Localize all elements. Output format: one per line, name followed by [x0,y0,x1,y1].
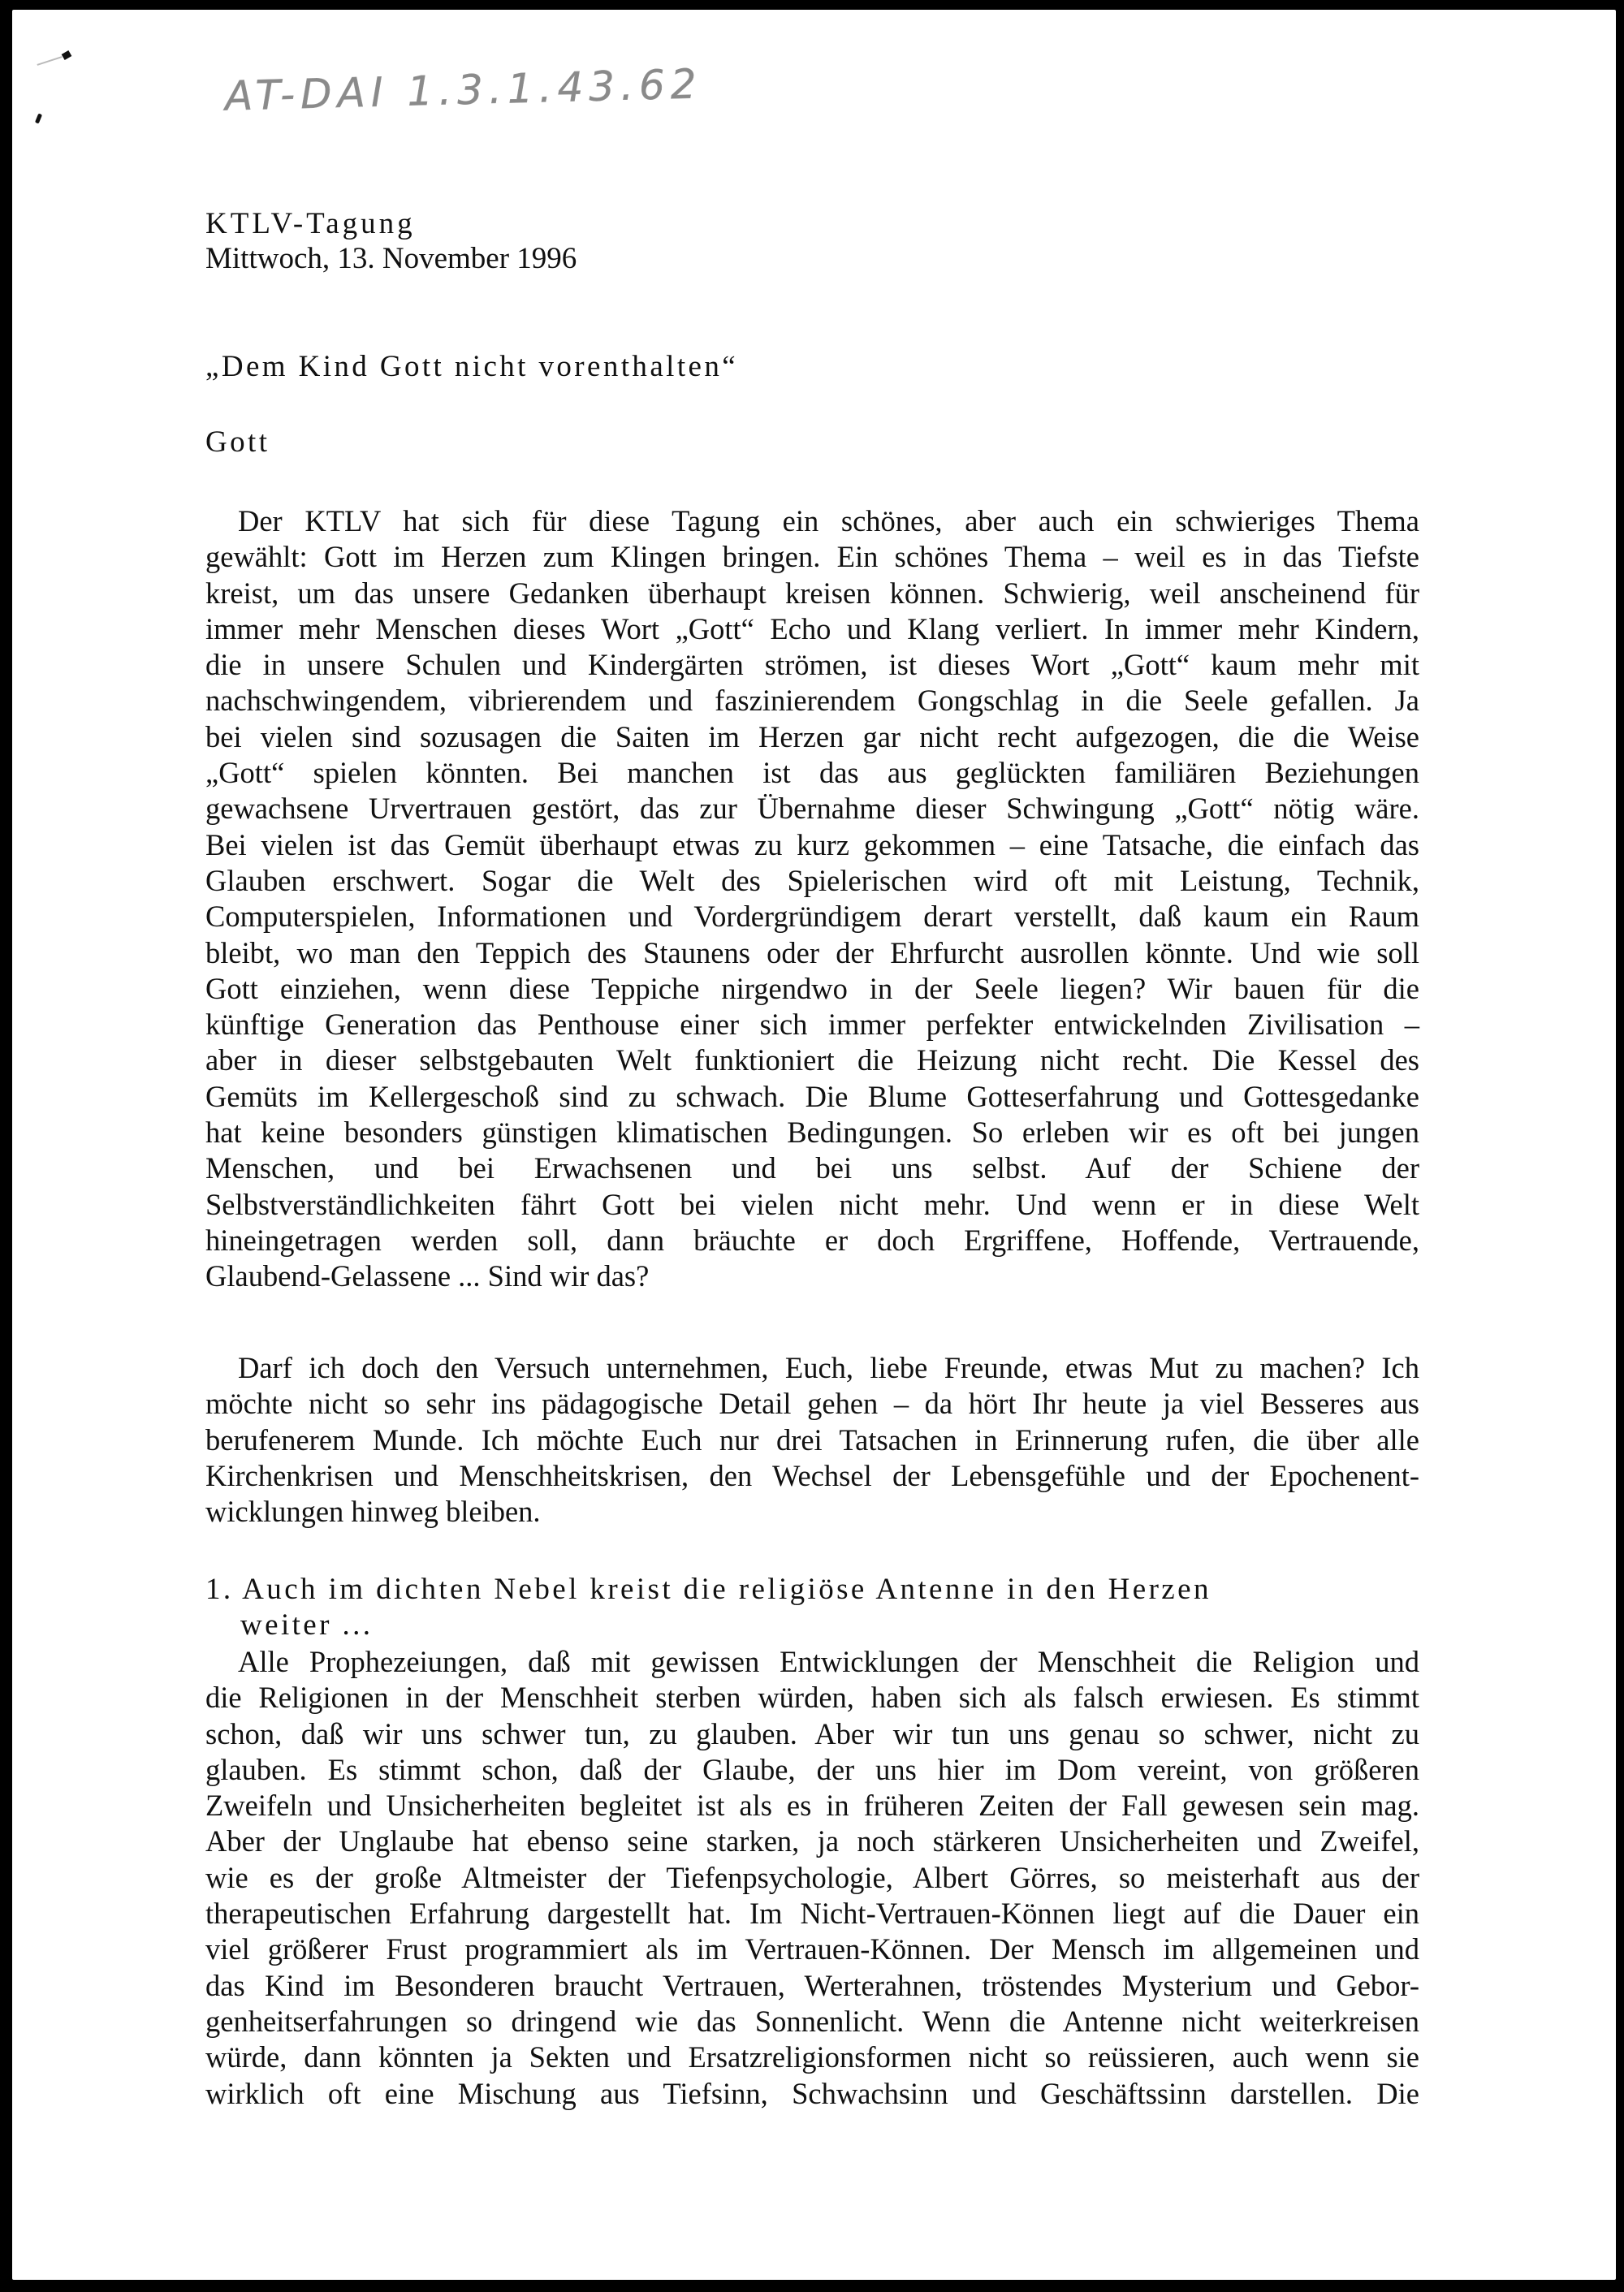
text-line: kreist, um das unsere Gedanken überhaupt kreisen können. Schwierig, weil anscheinend für [205,576,1419,610]
scan-mark [62,50,72,60]
text-line: Der KTLV hat sich für diese Tagung ein schönes, aber auch ein schwieriges Thema [238,504,1419,537]
text-line: Bei vielen ist das Gemüt überhaupt etwas zu kurz gekommen – eine Tatsache, die einfach das [205,827,1419,861]
text-line: Glauben erschwert. Sogar die Welt des Spielerischen wird oft mit Leistung, Technik, [205,863,1419,897]
text-line: Alle Prophezeiungen, daß mit gewissen Entwicklungen der Menschheit die Religion und [238,1645,1419,1678]
paragraph-3 [205,1644,1419,2112]
text-line: berufenerem Munde. Ich möchte Euch nur drei Tatsachen in Erinnerung rufen, die über alle [205,1422,1419,1457]
text-line: nachschwingendem, vibrierendem und faszinierendem Gongschlag in die Seele gefallen. Ja [205,684,1419,718]
document-header [205,206,1419,276]
paragraph-2 [205,1350,1419,1530]
scan-mark [37,56,62,66]
text-line: künftige Generation das Penthouse einer sich immer perfekter entwickelnden Zivilisation – [205,1008,1419,1042]
text-line: die in unsere Schulen und Kindergärten strömen, ist dieses Wort „Gott“ kaum mehr mit [205,648,1419,682]
section-heading-line-2: weiter ... [240,1608,374,1642]
event-date: Mittwoch, 13. November 1996 [205,242,577,275]
text-line: Aber der Unglaube hat ebenso seine starken, ja noch stärkeren Unsicherheiten und Zweifel, [205,1824,1419,1858]
text-line: immer mehr Menschen dieses Wort „Gott“ Echo und Klang verliert. In immer mehr Kindern, [205,611,1419,645]
text-line: viel größerer Frust programmiert als im Vertrauen-Können. Der Mensch im allgemeinen und [205,1932,1419,1966]
text-line: wie es der große Altmeister der Tiefenpsychologie, Albert Görres, so meisterhaft aus der [205,1860,1419,1894]
scan-mark [35,114,42,124]
text-line: gewachsene Urvertrauen gestört, das zur Übernahme dieser Schwingung „Gott“ nötig wäre. [205,792,1419,826]
text-line: Glaubend-Gelassene ... Sind wir das? [205,1259,650,1293]
text-line: Menschen, und bei Erwachsenen und bei uns selbst. Auf der Schiene der [205,1151,1419,1185]
text-line: möchte nicht so sehr ins pädagogische Detail gehen – da hört Ihr heute ja viel Besseres aus [205,1387,1419,1421]
text-line: Zweifeln und Unsicherheiten begleitet ist als es in früheren Zeiten der Fall gewesen sein mag. [205,1789,1419,1823]
text-line: bleibt, wo man den Teppich des Staunens oder der Ehrfurcht ausrollen könnte. Und wie soll [205,935,1419,969]
paragraph-3-text [205,1644,1419,2112]
text-line: hineingetragen werden soll, dann bräuchte er doch Ergriffene, Hoffende, Vertrauende, [205,1223,1419,1257]
handwritten-archive-reference: AT-DAI 1.3.1.43.62 [224,60,703,120]
text-line: Darf ich doch den Versuch unternehmen, Euch, liebe Freunde, etwas Mut zu machen? Ich [238,1351,1419,1384]
text-line: hat keine besonders günstigen klimatischen Bedingungen. So erleben wir es oft bei jungen [205,1116,1419,1150]
text-line: bei vielen sind sozusagen die Saiten im Herzen gar nicht recht aufgezogen, die die Weise [205,719,1419,753]
text-line: die Religionen in der Menschheit sterben würden, haben sich als falsch erwiesen. Es stimmt [205,1681,1419,1715]
text-line: wirklich oft eine Mischung aus Tiefsinn, Schwachsinn und Geschäftssinn darstellen. Die [205,2076,1419,2110]
text-line: genheitserfahrungen so dringend wie das Sonnenlicht. Wenn die Antenne nicht weiterkreisen [205,2004,1419,2038]
paragraph-1-text [205,503,1419,1295]
text-line: glauben. Es stimmt schon, daß der Glaube, der uns hier im Dom vereint, von größeren [205,1752,1419,1786]
text-line: gewählt: Gott im Herzen zum Klingen bringen. Ein schönes Thema – weil es in das Tiefste [205,540,1419,574]
text-line: würde, dann könnten ja Sekten und Ersatzreligionsformen nicht so reüssieren, auch wenn sie [205,2040,1419,2074]
text-line: Computerspielen, Informationen und Vordergründigem derart verstellt, daß kaum ein Raum [205,900,1419,934]
text-line: „Gott“ spielen könnten. Bei manchen ist das aus geglückten familiären Beziehungen [205,756,1419,790]
text-line: Selbstverständlichkeiten fährt Gott bei vielen nicht mehr. Und wenn er in diese Welt [205,1187,1419,1221]
document-subtitle: Gott [205,425,270,459]
text-line: Gemüts im Kellergeschoß sind zu schwach. Die Blume Gotteserfahrung und Gottesgedanke [205,1079,1419,1113]
text-line: therapeutischen Erfahrung dargestellt hat. Im Nicht-Vertrauen-Können liegt auf die Dauer ein [205,1897,1419,1931]
text-line: aber in dieser selbstgebauten Welt funktioniert die Heizung nicht recht. Die Kessel des [205,1043,1419,1077]
document-title: „Dem Kind Gott nicht vorenthalten“ [205,350,739,383]
paragraph-1 [205,503,1419,1295]
scanned-page [12,10,1616,2280]
text-line: Gott einziehen, wenn diese Teppiche nirgendwo in der Seele liegen? Wir bauen für die [205,971,1419,1005]
section-heading-line-1: Auch im dichten Nebel kreist die religiöse Antenne in den Herzen [242,1573,1212,1606]
text-line: wicklungen hinweg bleiben. [205,1495,541,1529]
paragraph-2-text [205,1350,1419,1530]
text-line: das Kind im Besonderen braucht Vertrauen, Werterahnen, tröstendes Mysterium und Gebor- [205,1968,1419,2002]
section-number: 1. [205,1573,234,1606]
text-line: schon, daß wir uns schwer tun, zu glauben. Aber wir tun uns genau so schwer, nicht zu [205,1716,1419,1750]
event-name: KTLV-Tagung [205,207,416,240]
section-1-heading [205,1572,1419,1643]
text-line: Kirchenkrisen und Menschheitskrisen, den Wechsel der Lebensgefühle und der Epochenent- [205,1458,1419,1492]
